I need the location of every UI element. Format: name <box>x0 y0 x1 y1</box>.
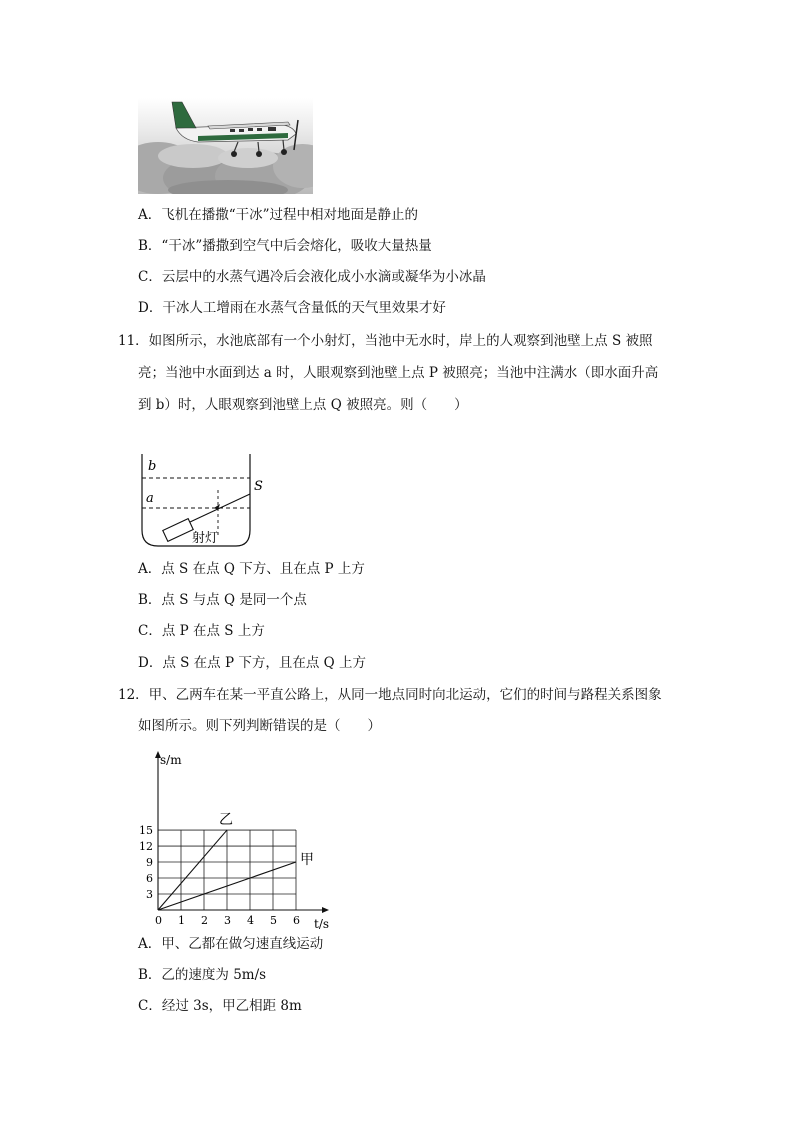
label-a: a <box>146 491 154 506</box>
q12-option-a: A．甲、乙都在做匀速直线运动 <box>138 936 324 952</box>
q11-stem-line3: 到 b）时，人眼观察到池壁上点 Q 被照亮。则（ ） <box>138 397 468 413</box>
q12-stem-line1: 12．甲、乙两车在某一平直公路上，从同一地点同时向北运动，它们的时间与路程关系图象 <box>118 687 662 703</box>
label-s: S <box>254 479 263 494</box>
x-axis-label: t/s <box>314 917 330 930</box>
airplane-photo <box>138 98 313 194</box>
y-tick-label: 3 <box>146 888 153 902</box>
label-b: b <box>148 459 157 474</box>
q10-option-c: C．云层中的水蒸气遇冷后会液化成小水滴或凝华为小冰晶 <box>138 269 486 285</box>
spotlight-icon <box>163 519 193 542</box>
q11-stem-line2: 亮；当池中水面到达 a 时，人眼观察到池壁上点 P 被照亮；当池中注满水（即水面升高 <box>138 365 659 381</box>
x-tick-label: 2 <box>201 914 208 927</box>
x-tick-label: 5 <box>270 914 277 927</box>
q12-stem-line2: 如图所示。则下列判断错误的是（ ） <box>138 718 381 734</box>
x-tick-label: 1 <box>178 914 185 927</box>
series-label-yi: 乙 <box>219 812 233 829</box>
s-t-graph <box>136 748 336 930</box>
q11-option-b: B．点 S 与点 Q 是同一个点 <box>138 592 307 608</box>
y-axis-label: s/m <box>160 753 182 767</box>
ray-arrow-icon <box>214 504 220 510</box>
pool-diagram <box>136 452 276 552</box>
x-tick-label: 3 <box>224 914 231 927</box>
x-tick-label: 6 <box>293 914 300 927</box>
q12-option-b: B．乙的速度为 5m/s <box>138 967 267 983</box>
x-tick-label: 0 <box>155 914 162 927</box>
q11-option-a: A．点 S 在点 Q 下方、且在点 P 上方 <box>138 561 365 577</box>
q11-stem-line1: 11．如图所示，水池底部有一个小射灯，当池中无水时，岸上的人观察到池壁上点 S 被照 <box>118 333 653 349</box>
y-tick-label: 12 <box>139 840 153 854</box>
q11-option-c: C．点 P 在点 S 上方 <box>138 623 265 639</box>
series-label-jia: 甲 <box>300 852 314 869</box>
q10-option-a: A．飞机在播撒“干冰”过程中相对地面是静止的 <box>138 207 419 223</box>
q10-option-d: D．干冰人工增雨在水蒸气含量低的天气里效果才好 <box>138 300 446 316</box>
y-tick-label: 15 <box>139 824 153 838</box>
y-tick-label: 9 <box>146 856 153 870</box>
x-axis-arrow-icon <box>322 907 329 913</box>
q12-option-c: C．经过 3s，甲乙相距 8m <box>138 998 302 1014</box>
q11-option-d: D．点 S 在点 P 下方，且在点 Q 上方 <box>138 655 366 671</box>
spotlight-label: 射灯 <box>192 531 219 546</box>
q10-option-b: B．“干冰”播撒到空气中后会熔化，吸收大量热量 <box>138 238 432 254</box>
y-tick-label: 6 <box>146 872 153 886</box>
x-tick-label: 4 <box>247 914 254 927</box>
